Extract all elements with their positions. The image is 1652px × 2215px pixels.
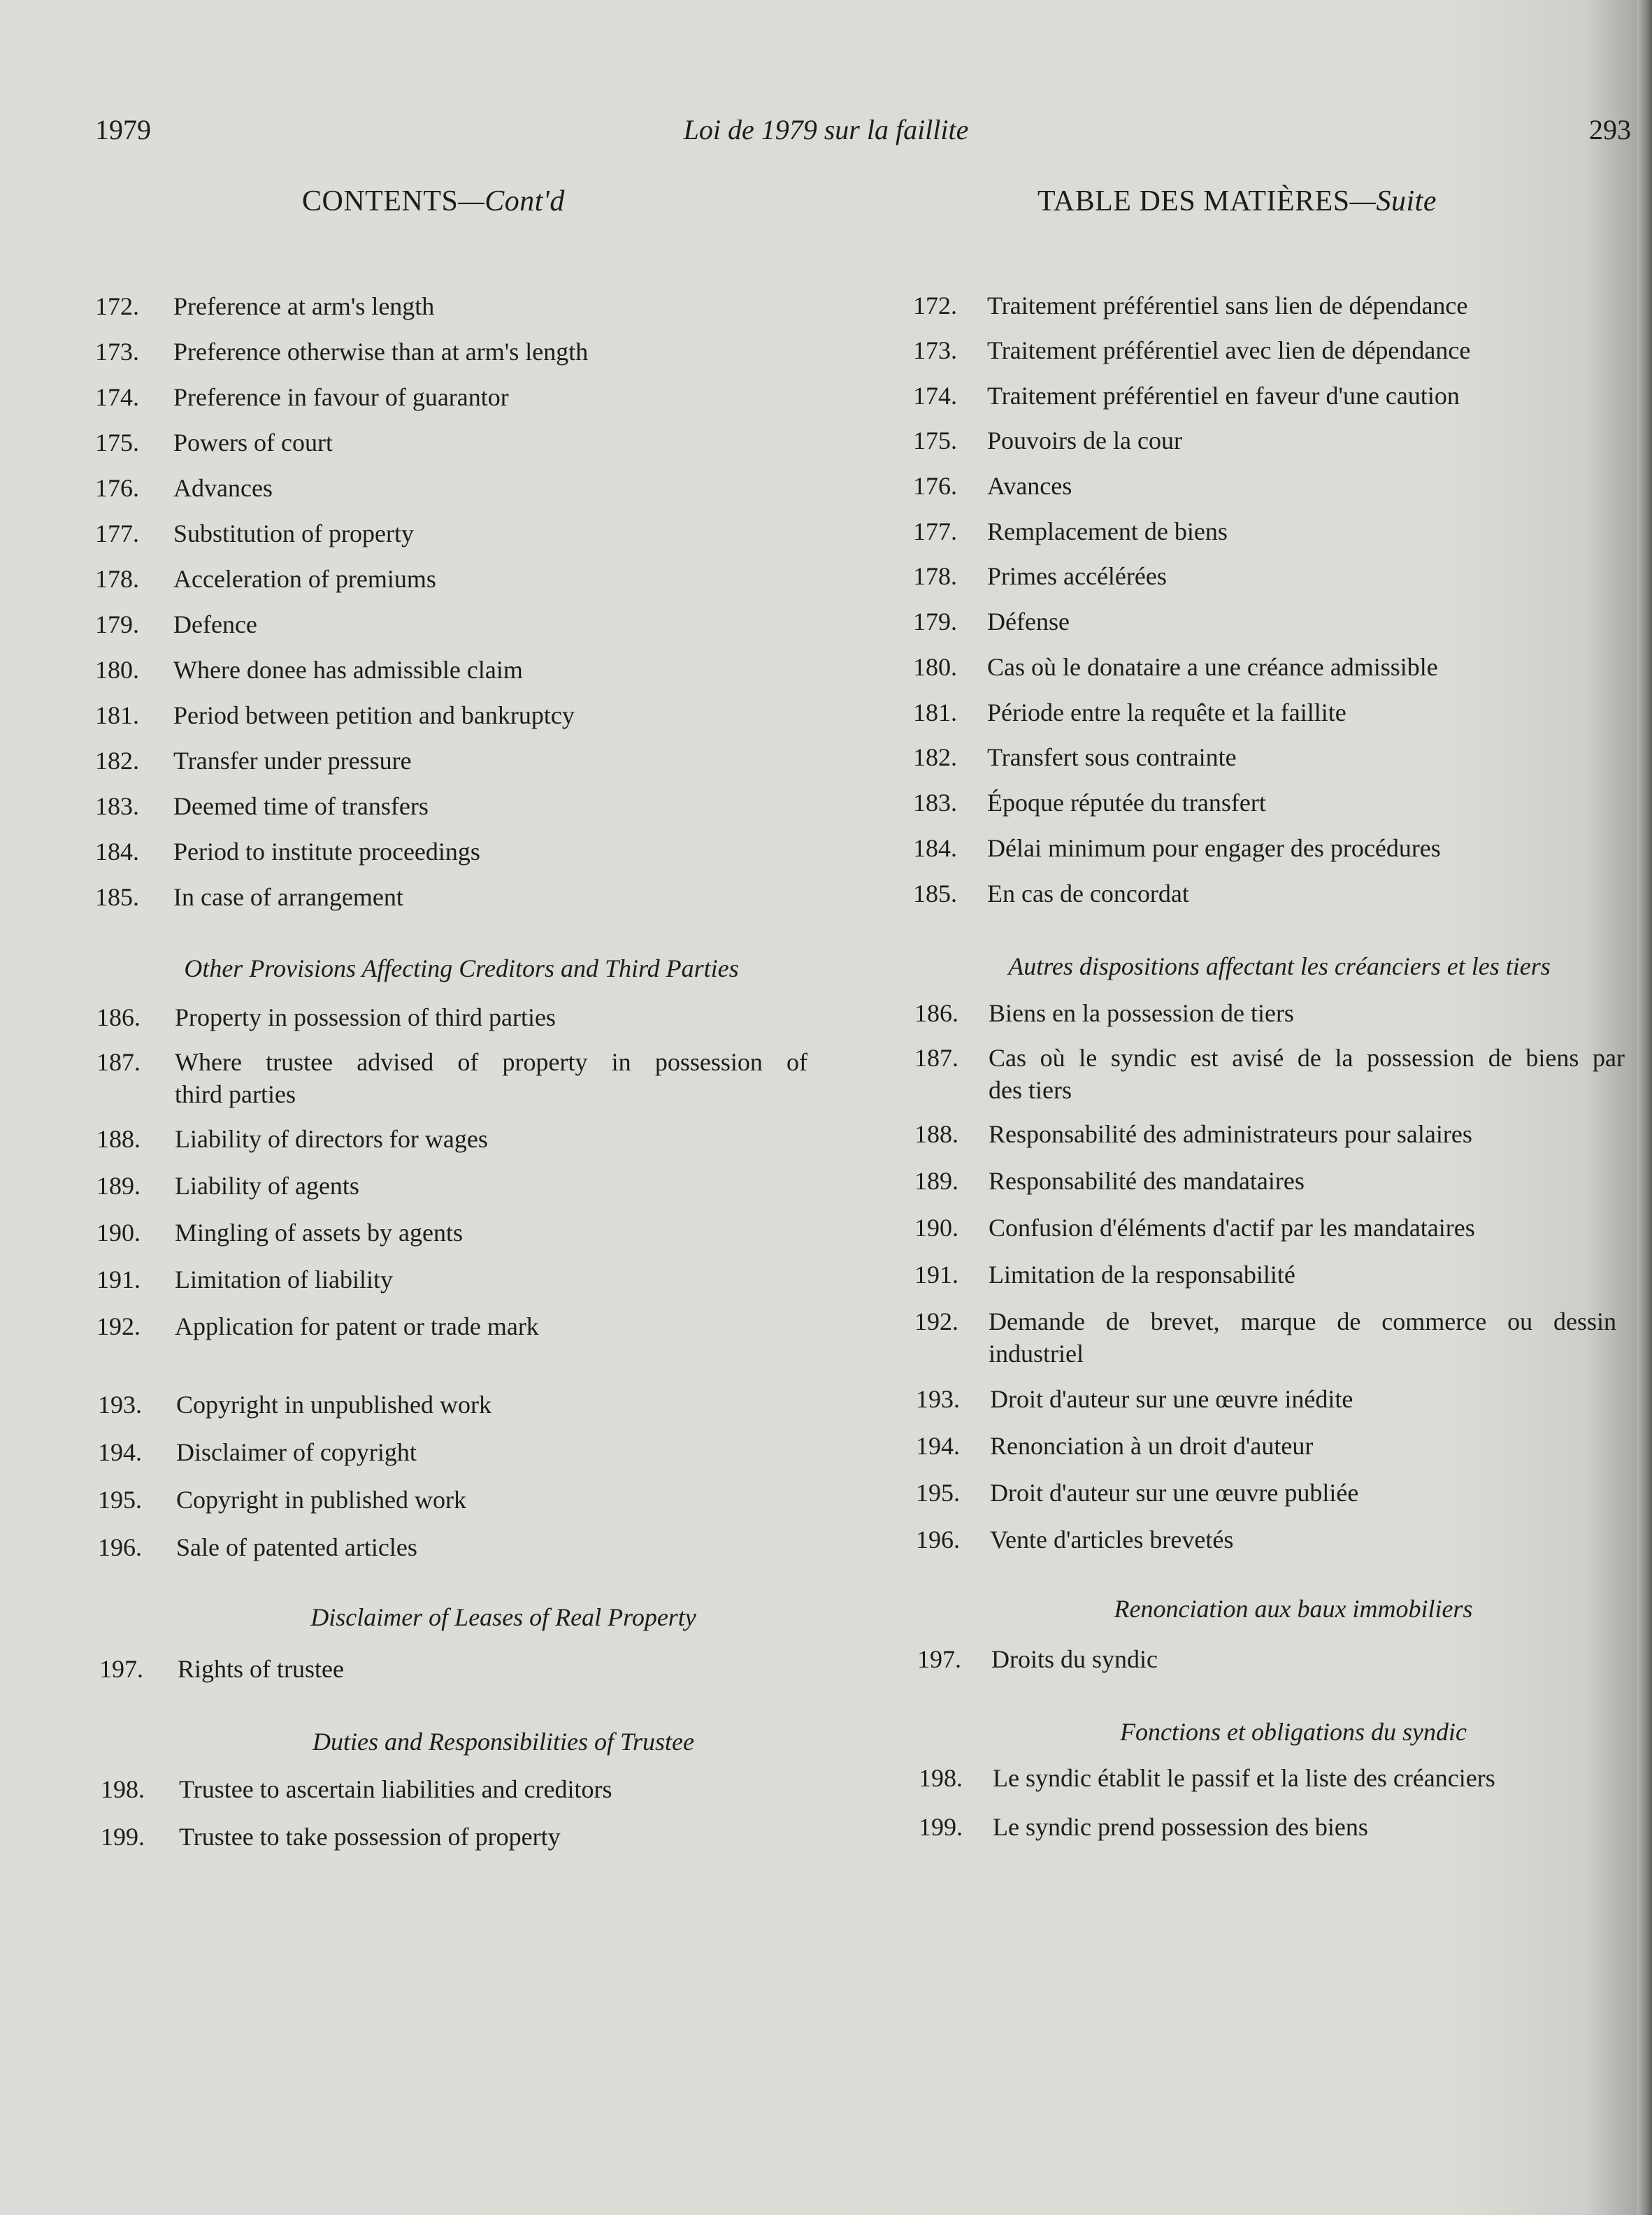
toc-entry-title-continued: third parties xyxy=(175,1080,296,1108)
toc-entry-title: Responsabilité des mandataires xyxy=(989,1167,1305,1195)
toc-entry-number: 178. xyxy=(913,562,957,590)
toc-entry-number: 180. xyxy=(913,653,957,681)
toc-entry-number: 176. xyxy=(95,474,139,502)
toc-entry-number: 199. xyxy=(919,1813,963,1841)
toc-entry-number: 182. xyxy=(913,743,957,771)
section-heading: Renonciation aux baux immobiliers xyxy=(1114,1595,1473,1623)
page-number: 293 xyxy=(1589,114,1631,145)
toc-entry-title: Droits du syndic xyxy=(991,1645,1158,1673)
toc-entry-title-continued: des tiers xyxy=(989,1076,1072,1104)
toc-entry-title: Preference in favour of guarantor xyxy=(173,383,509,411)
toc-entry-number: 184. xyxy=(913,834,957,862)
page-edge-shadow xyxy=(1637,0,1652,2215)
toc-entry-number: 197. xyxy=(917,1645,961,1673)
toc-entry-title: In case of arrangement xyxy=(173,883,403,911)
toc-entry-title: Avances xyxy=(987,472,1072,500)
toc-entry-title: Le syndic établit le passif et la liste des créanciers xyxy=(993,1764,1495,1792)
toc-entry-title: Advances xyxy=(173,474,273,502)
toc-entry-number: 196. xyxy=(916,1526,960,1554)
toc-entry-title: Traitement préférentiel en faveur d'une caution xyxy=(987,382,1460,410)
toc-entry-title: Renonciation à un droit d'auteur xyxy=(990,1432,1314,1460)
toc-entry-title: Sale of patented articles xyxy=(176,1533,417,1561)
toc-entry-title: Liability of directors for wages xyxy=(175,1125,488,1153)
header-title: Loi de 1979 sur la faillite xyxy=(683,114,969,145)
toc-entry-number: 192. xyxy=(96,1312,141,1340)
toc-entry-title: Period to institute proceedings xyxy=(173,838,480,866)
toc-entry-number: 194. xyxy=(916,1432,960,1460)
toc-entry-number: 172. xyxy=(913,292,957,320)
toc-entry-title: Copyright in unpublished work xyxy=(176,1391,491,1419)
toc-entry-title: Traitement préférentiel avec lien de dépendance xyxy=(987,336,1471,364)
section-heading: Autres dispositions affectant les créanciers et les tiers xyxy=(1008,952,1551,980)
toc-entry-title: Where trustee advised of property in possession of xyxy=(175,1048,807,1076)
toc-entry-number: 177. xyxy=(913,517,957,545)
toc-entry-number: 196. xyxy=(98,1533,142,1561)
toc-entry-title: Droit d'auteur sur une œuvre publiée xyxy=(990,1479,1359,1507)
toc-entry-number: 173. xyxy=(95,338,139,366)
toc-entry-number: 194. xyxy=(98,1438,142,1466)
toc-entry-title: Demande de brevet, marque de commerce ou dessin xyxy=(989,1307,1616,1335)
toc-entry-title: Traitement préférentiel sans lien de dépendance xyxy=(987,292,1468,320)
toc-entry-number: 175. xyxy=(95,429,139,457)
toc-entry-number: 178. xyxy=(95,565,139,593)
toc-entry-title: Substitution of property xyxy=(173,519,414,547)
toc-entry-number: 181. xyxy=(913,698,957,726)
toc-entry-title: Le syndic prend possession des biens xyxy=(993,1813,1368,1841)
toc-entry-number: 177. xyxy=(95,519,139,547)
toc-entry-title: Deemed time of transfers xyxy=(173,792,429,820)
toc-entry-title: Responsabilité des administrateurs pour salaires xyxy=(989,1120,1472,1148)
toc-entry-number: 183. xyxy=(913,789,957,817)
toc-entry-number: 185. xyxy=(95,883,139,911)
toc-entry-title: Remplacement de biens xyxy=(987,517,1228,545)
toc-entry-title: Acceleration of premiums xyxy=(173,565,436,593)
toc-entry-number: 191. xyxy=(96,1266,141,1293)
toc-entry-number: 187. xyxy=(96,1048,141,1076)
toc-entry-title: Confusion d'éléments d'actif par les mandataires xyxy=(989,1214,1475,1242)
toc-entry-number: 190. xyxy=(914,1214,958,1242)
toc-entry-number: 187. xyxy=(914,1044,958,1072)
toc-entry-number: 198. xyxy=(919,1764,963,1792)
toc-entry-title: Copyright in published work xyxy=(176,1486,466,1514)
toc-entry-number: 188. xyxy=(96,1125,141,1153)
toc-entry-title: Powers of court xyxy=(173,429,333,457)
toc-entry-number: 181. xyxy=(95,701,139,729)
toc-entry-number: 197. xyxy=(99,1655,143,1683)
toc-entry-title: Vente d'articles brevetés xyxy=(990,1526,1234,1554)
toc-entry-number: 172. xyxy=(95,292,139,320)
toc-entry-title: Trustee to ascertain liabilities and creditors xyxy=(179,1775,612,1803)
toc-entry-number: 174. xyxy=(913,382,957,410)
toc-entry-title: Transfert sous contrainte xyxy=(987,743,1237,771)
toc-entry-title: Where donee has admissible claim xyxy=(173,656,523,684)
toc-entry-title: Primes accélérées xyxy=(987,562,1167,590)
toc-entry-title: Transfer under pressure xyxy=(173,747,412,775)
toc-entry-title: En cas de concordat xyxy=(987,880,1189,908)
toc-entry-title: Cas où le syndic est avisé de la possession de biens par xyxy=(989,1044,1625,1072)
toc-entry-number: 173. xyxy=(913,336,957,364)
toc-entry-number: 195. xyxy=(98,1486,142,1514)
toc-entry-title: Défense xyxy=(987,608,1070,636)
toc-entry-title: Limitation de la responsabilité xyxy=(989,1261,1295,1289)
toc-entry-title: Délai minimum pour engager des procédures xyxy=(987,834,1441,862)
toc-entry-number: 183. xyxy=(95,792,139,820)
toc-entry-title-continued: industriel xyxy=(989,1340,1084,1368)
toc-entry-number: 176. xyxy=(913,472,957,500)
toc-entry-title: Application for patent or trade mark xyxy=(175,1312,539,1340)
toc-entry-number: 184. xyxy=(95,838,139,866)
toc-entry-number: 193. xyxy=(98,1391,142,1419)
toc-entry-number: 180. xyxy=(95,656,139,684)
toc-entry-number: 189. xyxy=(914,1167,958,1195)
contents-heading-en-main: CONTENTS xyxy=(302,185,459,217)
toc-entry-number: 174. xyxy=(95,383,139,411)
toc-entry-title: Preference at arm's length xyxy=(173,292,435,320)
toc-entry-title: Property in possession of third parties xyxy=(175,1003,556,1031)
toc-entry-number: 195. xyxy=(916,1479,960,1507)
toc-entry-number: 186. xyxy=(96,1003,141,1031)
section-heading: Disclaimer of Leases of Real Property xyxy=(310,1603,696,1631)
toc-entry-title: Période entre la requête et la faillite xyxy=(987,698,1346,726)
contents-heading-fr xyxy=(1037,185,1437,218)
toc-entry-title: Trustee to take possession of property xyxy=(179,1823,561,1851)
toc-entry-number: 188. xyxy=(914,1120,958,1148)
toc-entry-number: 191. xyxy=(914,1261,958,1289)
toc-entry-title: Disclaimer of copyright xyxy=(176,1438,417,1466)
toc-entry-title: Period between petition and bankruptcy xyxy=(173,701,575,729)
toc-entry-number: 190. xyxy=(96,1219,141,1247)
section-heading: Fonctions et obligations du syndic xyxy=(1120,1718,1467,1746)
toc-entry-title: Preference otherwise than at arm's length xyxy=(173,338,589,366)
contents-heading-fr-suffix: —Suite xyxy=(1349,185,1437,217)
toc-entry-title: Mingling of assets by agents xyxy=(175,1219,463,1247)
section-heading: Other Provisions Affecting Creditors and Third Parties xyxy=(184,954,739,982)
toc-entry-title: Biens en la possession de tiers xyxy=(989,999,1294,1027)
toc-entry-number: 179. xyxy=(913,608,957,636)
toc-entry-number: 198. xyxy=(101,1775,145,1803)
toc-entry-number: 199. xyxy=(101,1823,145,1851)
toc-entry-title: Pouvoirs de la cour xyxy=(987,426,1182,454)
toc-entry-title: Rights of trustee xyxy=(178,1655,344,1683)
toc-entry-number: 193. xyxy=(916,1385,960,1413)
toc-entry-number: 186. xyxy=(914,999,958,1027)
toc-entry-title: Cas où le donataire a une créance admissible xyxy=(987,653,1438,681)
toc-entry-number: 175. xyxy=(913,426,957,454)
toc-entry-title: Liability of agents xyxy=(175,1172,359,1200)
toc-entry-number: 192. xyxy=(914,1307,958,1335)
contents-heading-fr-main: TABLE DES MATIÈRES xyxy=(1037,185,1350,217)
toc-entry-title: Limitation of liability xyxy=(175,1266,393,1293)
toc-entry-number: 182. xyxy=(95,747,139,775)
toc-entry-title: Époque réputée du transfert xyxy=(987,789,1266,817)
section-heading: Duties and Responsibilities of Trustee xyxy=(313,1728,694,1756)
toc-entry-title: Droit d'auteur sur une œuvre inédite xyxy=(990,1385,1353,1413)
toc-entry-title: Defence xyxy=(173,610,257,638)
toc-entry-number: 179. xyxy=(95,610,139,638)
toc-entry-number: 185. xyxy=(913,880,957,908)
header-year: 1979 xyxy=(95,114,151,145)
toc-entry-number: 189. xyxy=(96,1172,141,1200)
contents-heading-en-suffix: —Cont'd xyxy=(458,185,565,217)
contents-heading-en xyxy=(302,185,565,218)
